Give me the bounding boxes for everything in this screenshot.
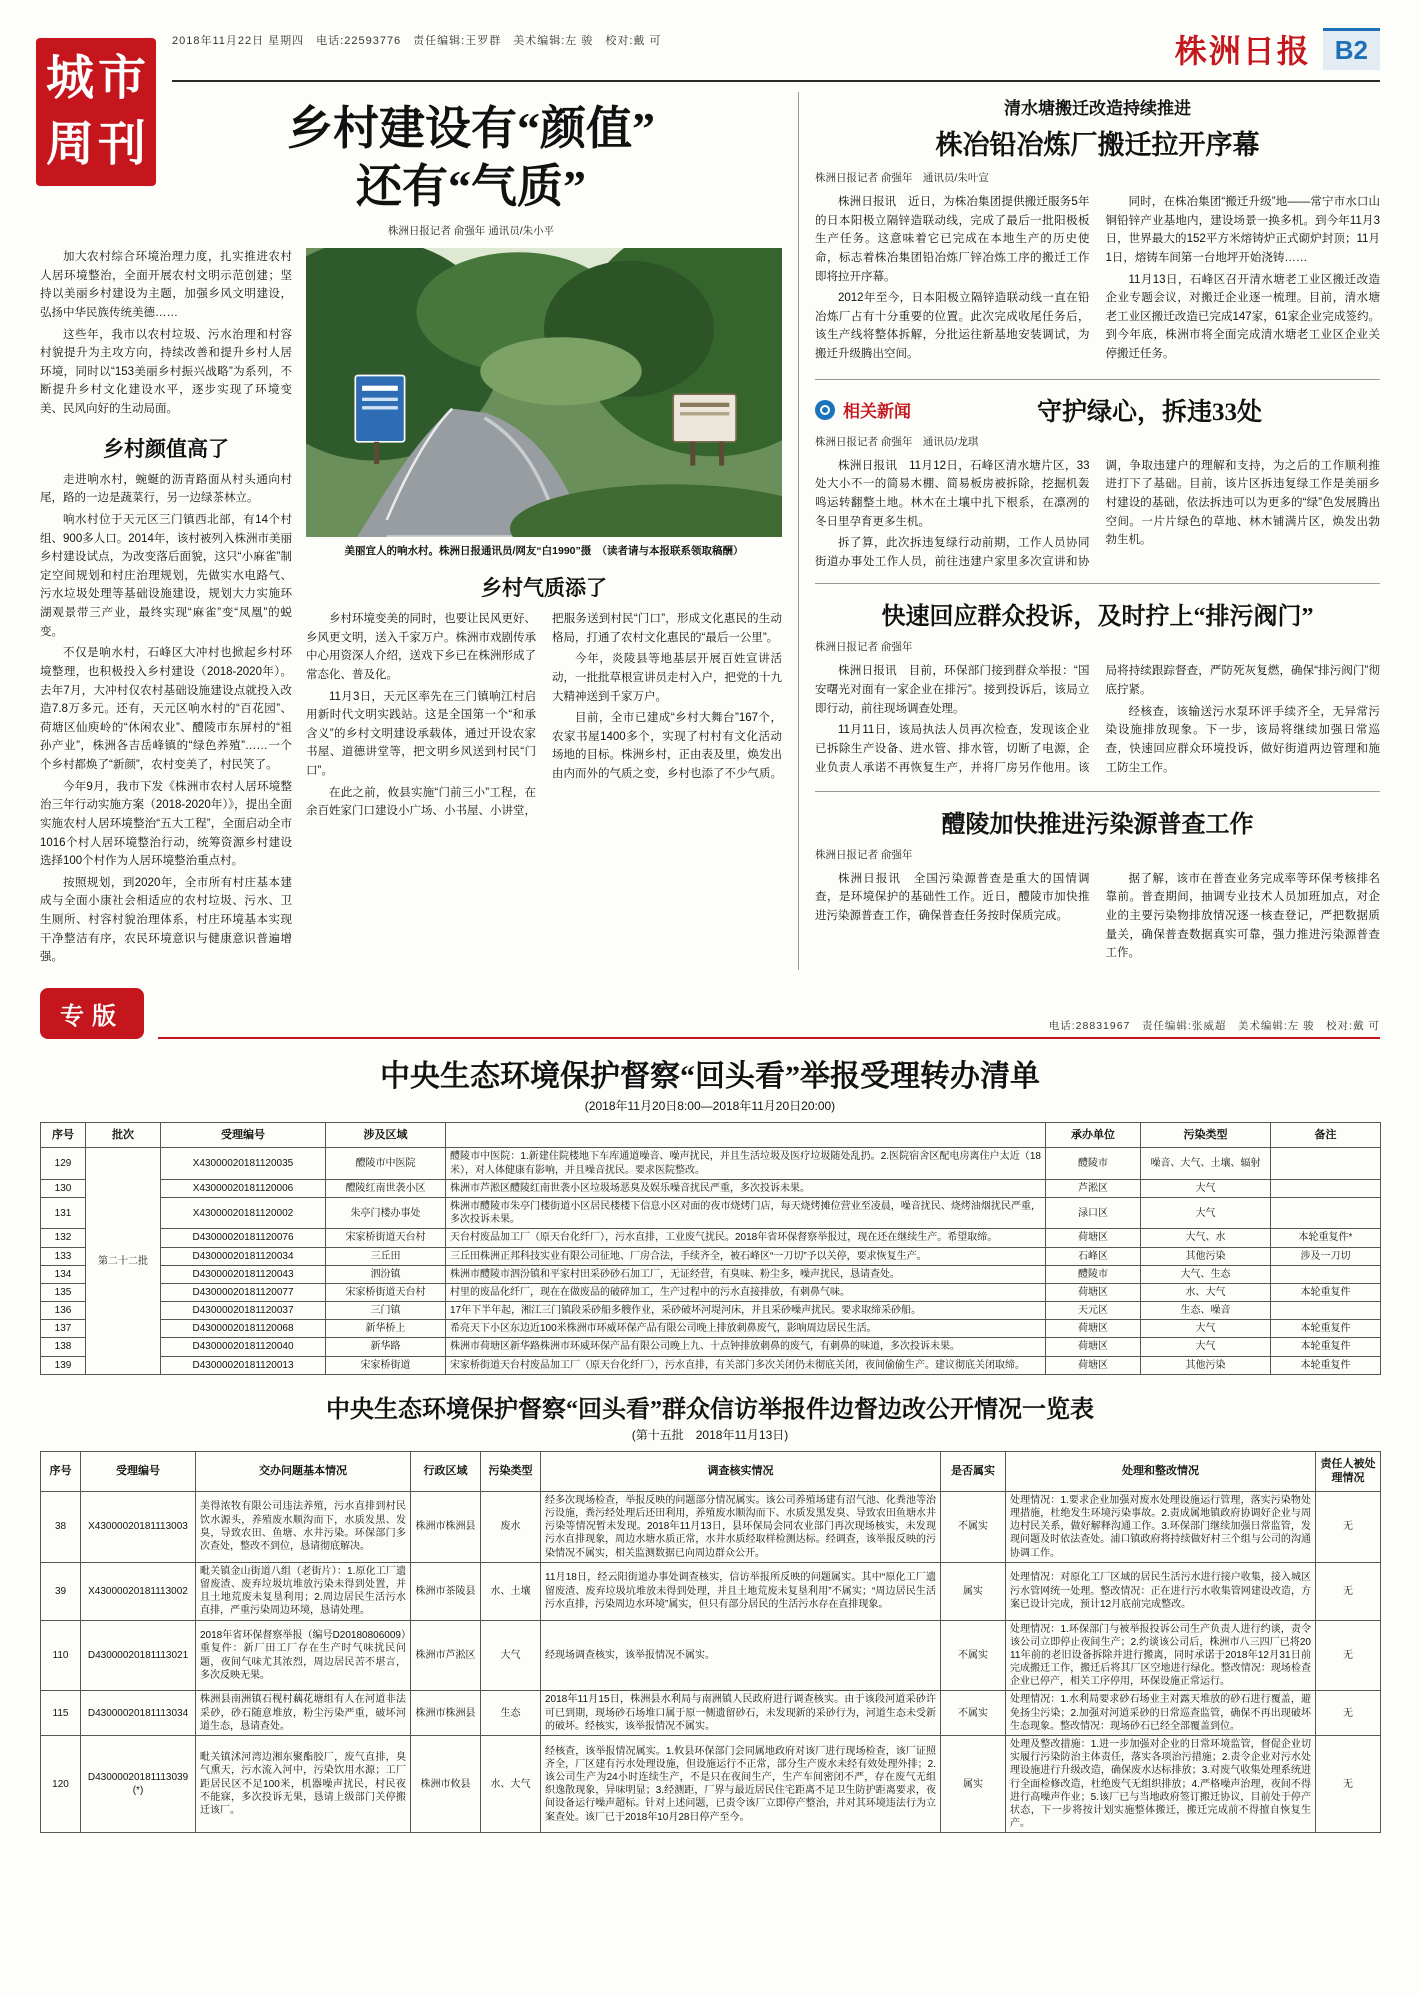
cell-content: 株洲市荷塘区新华路株洲市环威环保产品有限公司晚上九、十点钟排放刺鼻的废气，有刺鼻的味道，多次投诉未果。 <box>446 1338 1046 1356</box>
cell-pollution-type: 大气、生态 <box>1141 1265 1271 1283</box>
cell-case-id: D43000020181120068 <box>161 1320 326 1338</box>
table-row <box>41 1338 1381 1356</box>
column-header: 序号 <box>41 1451 81 1491</box>
table-row <box>41 1356 1381 1374</box>
cell-pollution-type: 大气 <box>481 1620 541 1691</box>
table1-title: 中央生态环境保护督察“回头看”举报受理转办清单 <box>380 1059 1040 1093</box>
cell-serial: 130 <box>41 1179 86 1197</box>
cell-responsible: 无 <box>1316 1736 1381 1833</box>
cell-unit: 荷塘区 <box>1046 1229 1141 1247</box>
body-paragraph: 株洲日报讯 目前，环保部门接到群众举报：“国安曙光对面有一家企业在排污”。接到投诉后，该局立即行动，前往现场调查处理。 <box>815 665 1090 715</box>
cell-note: 本轮重复件* <box>1271 1229 1381 1247</box>
article-byline: 株洲日报记者 俞强年 通讯员/龙琪 <box>815 435 979 448</box>
cell-note: 本轮重复件 <box>1271 1338 1381 1356</box>
secondary-articles <box>798 92 1380 970</box>
cell-area: 醴陵市中医院 <box>326 1148 446 1179</box>
related-news-label: 相关新闻 <box>843 402 911 422</box>
cell-case-id: D43000020181120040 <box>161 1338 326 1356</box>
cell-content: 宋家桥街道天台村废品加工厂（原天台化纤厂），污水直排，有关部门多次关闭仍未彻底关闭，夜间偷偷生产。建议彻底关闭取缔。 <box>446 1356 1046 1374</box>
cell-unit: 醴陵市 <box>1046 1148 1141 1179</box>
cell-responsible: 无 <box>1316 1562 1381 1620</box>
cell-serial: 120 <box>41 1736 81 1833</box>
cell-problem: 毗关镇沭河湾边湘东聚酯胶厂，废气直排，臭气熏天，污水流入河中，污染饮用水源；工厂距居民区不足100米，机器噪声扰民，村民夜不能寐，多次投诉无果，恳请上级部门关停搬迁该厂。 <box>196 1736 411 1833</box>
column-header: 处理和整改情况 <box>1006 1451 1316 1491</box>
cell-area: 新华桥上 <box>326 1320 446 1338</box>
main-headline-line2: 还有“气质” <box>356 160 586 212</box>
village-photo <box>306 248 782 537</box>
body-paragraph: 按照规划，到2020年，全市所有村庄基本建成与全面小康社会相适应的农村垃圾、污水、卫生厕所、村容村貌治理体系，村庄环境基本实现干净整洁有序，农民环境意识与健康意识普遍增强。 <box>40 876 292 964</box>
table-row <box>41 1620 1381 1691</box>
cell-problem: 2018年省环保督察举报（编号D20180806009）重复件：新厂田工厂存在生产时气味扰民问题，夜间气味尤其浓烈，周边居民苦不堪言，多次反映无果。 <box>196 1620 411 1691</box>
article-divider <box>815 379 1380 380</box>
body-paragraph: 株洲日报讯 全国污染源普查是重大的国情调查，是环境保护的基础性工作。近日，醴陵市加快推进污染源普查工作，确保普查任务按时保质完成。 <box>815 872 1090 922</box>
cell-responsible: 无 <box>1316 1620 1381 1691</box>
cell-serial: 115 <box>41 1691 81 1736</box>
cell-pollution-type: 生态、噪音 <box>1141 1302 1271 1320</box>
cell-content: 17年下半年起，湘江三门镇段采砂船多艘作业，采砂破坏河堤河床，并且采砂噪声扰民。要求取缔采砂船。 <box>446 1302 1046 1320</box>
table-header-row <box>41 1122 1381 1148</box>
cell-serial: 38 <box>41 1491 81 1562</box>
cell-investigation: 11月18日，经云阳街道办事处调查核实，信访举报所反映的问题属实。其中“原化工厂遗留废渣、废弃垃圾坑堆放未得到处理，并且土地荒废未复垦利用”不属实；“周边居民生活污水直排，污染周边水环境”属实，但只有部分居民的生活污水存在直排现象。 <box>541 1562 941 1620</box>
cell-pollution-type: 大气 <box>1141 1320 1271 1338</box>
masthead: 株洲日报 <box>1174 33 1311 69</box>
cell-region: 株洲市芦淞区 <box>411 1620 481 1691</box>
article-byline: 株洲日报记者 俞强年 <box>815 848 913 861</box>
cell-case-id: D43000020181120037 <box>161 1302 326 1320</box>
valve-article <box>815 596 1380 778</box>
body-paragraph: 11月13日，石峰区召开清水塘老工业区搬迁改造企业专题会议，对搬迁企业逐一梳理。目前，清水塘老工业区搬迁改造已完成147家，61家企业完成签约。到今年底，株洲市将全面完成清水塘老工业区企业关停搬迁任务。 <box>1105 273 1380 360</box>
cell-investigation: 2018年11月15日，株洲县水利局与南洲镇人民政府进行调查核实。由于该段河道采砂许可已到期，现场砂石场堆口属于原一侧遗留砂石，未发现新的采砂行为，河道生态未受新的破坏。经核实，该举报情况不属实。 <box>541 1691 941 1736</box>
column-header: 受理编号 <box>161 1122 326 1148</box>
cell-pollution-type: 其他污染 <box>1141 1247 1271 1265</box>
column-header: 行政区域 <box>411 1451 481 1491</box>
table-row <box>41 1179 1381 1197</box>
cell-area: 三门镇 <box>326 1302 446 1320</box>
cell-case-id: D43000020181120077 <box>161 1283 326 1301</box>
cell-action: 处理及整改措施：1.进一步加强对企业的日常环境监管，督促企业切实履行污染防治主体责任，落实各项治污措施；2.责令企业对污水处理设施进行升级改造，确保废水达标排放；3.对废气收集处理系统进行全面检修改造，杜绝废气无组织排放；4.严格噪声治理，夜间不得进行高噪声作业；5.该厂已与当地政府签订搬迁协议，目前处于停产状态，下一步将按计划实施整体搬迁，搬迁完成前不得擅自恢复生产。 <box>1006 1736 1316 1833</box>
cell-unit: 芦淞区 <box>1046 1179 1141 1197</box>
column-header: 是否属实 <box>941 1451 1006 1491</box>
column-header <box>446 1122 1046 1148</box>
cell-area: 朱亭门楼办事处 <box>326 1197 446 1228</box>
cell-region: 株洲市株洲县 <box>411 1491 481 1562</box>
table2-title: 中央生态环境保护督察“回头看”群众信访举报件边督边改公开情况一览表 <box>326 1396 1094 1423</box>
column-header: 调查核实情况 <box>541 1451 941 1491</box>
cell-action: 处理情况：1.环保部门与被举报投诉公司生产负责人进行约谈，责令该公司立即停止夜间生产；2.约谈该公司后，株洲市八三四厂已将2011年前的老旧设备拆除并进行搬离，同时承诺于2018年12月31日前完成搬迁工作，搬迁后将其厂区空地进行绿化。整改情况：现场检查企业已停产，相关工序停用，环保设施正常运行。 <box>1006 1620 1316 1691</box>
body-paragraph: 据了解，该市在普查业务完成率等环保考核排名靠前。普查期间，抽调专业技术人员加班加点，对企业的主要污染物排放情况逐一核查登记，严把数据质量关，确保普查数据真实可靠，强力推进污染源普查工作。 <box>1105 872 1380 960</box>
main-byline: 株洲日报记者 俞强年 通讯员/朱小平 <box>387 225 555 237</box>
table-row <box>41 1197 1381 1228</box>
cell-unit: 荷塘区 <box>1046 1320 1141 1338</box>
body-paragraph: 株洲日报讯 11月12日，石峰区清水塘片区，33处大小不一的简易木棚、简易板房被拆除，挖掘机轰鸣运转翻整土地。林木在土壤中扎下根系，在凛冽的冬日里孕育更多生机。 <box>815 459 1090 528</box>
cell-case-id: D43000020181120043 <box>161 1265 326 1283</box>
body-paragraph: 株洲日报讯 近日，为株冶集团提供搬迁服务5年的日本阳极立隔锌造联动线，完成了最后一批阳极板生产任务。这意味着它已完成在本地生产的历史使命，标志着株冶集团铅冶炼厂锌冶炼工序的搬迁工作即将拉开序幕。 <box>815 196 1090 283</box>
cell-content: 醴陵市中医院：1.新建住院楼地下车库通道噪音、噪声扰民，并且生活垃圾及医疗垃圾随处乱扔。2.医院宿舍区配电房离住户太近（18米），对人体健康有影响，并且噪音扰民。要求医院整改。 <box>446 1148 1046 1179</box>
cell-pollution-type: 大气 <box>1141 1338 1271 1356</box>
cell-verified: 属实 <box>941 1562 1006 1620</box>
cell-case-id: D43000020181120013 <box>161 1356 326 1374</box>
cell-note <box>1271 1197 1381 1228</box>
cell-unit: 荷塘区 <box>1046 1338 1141 1356</box>
article-body <box>815 193 1380 367</box>
cell-serial: 137 <box>41 1320 86 1338</box>
cell-note <box>1271 1179 1381 1197</box>
section2-paragraphs <box>306 610 782 821</box>
cell-pollution-type: 噪音、大气、土壤、辐射 <box>1141 1148 1271 1179</box>
cell-note <box>1271 1148 1381 1179</box>
cell-area: 醴陵红南世袭小区 <box>326 1179 446 1197</box>
table-row <box>41 1736 1381 1833</box>
cell-problem: 毗关镇金山街道八组（老街片）：1.原化工厂遗留废渣、废弃垃圾坑堆放污染未得到处置，并且土地荒废未复垦利用；2.周边居民生活污水直排，严重污染周边环境，恳请处理。 <box>196 1562 411 1620</box>
cell-note <box>1271 1265 1381 1283</box>
cell-investigation: 经多次现场检查，举报反映的问题部分情况属实。该公司养殖场建有沼气池、化粪池等治污设施，粪污经处理后还田利用，养殖废水顺沟而下、水质发黑发臭、导致农田鱼塘水井污染等情况暂未发现。2018年11月13日，县环保局会同农业部门再次现场核实，未发现污水直排现象，周边水塘水质正常，水井水质经取样检测达标。经调查，该举报反映的污染情况不属实，相关监测数据已向周边群众公开。 <box>541 1491 941 1562</box>
article-kicker: 清水塘搬迁改造持续推进 <box>1004 99 1191 118</box>
greenheart-article <box>815 392 1380 572</box>
column-header: 污染类型 <box>481 1451 541 1491</box>
column-header: 受理编号 <box>81 1451 196 1491</box>
cell-pollution-type: 生态 <box>481 1691 541 1736</box>
body-paragraph: 2012年至今，日本阳极立隔锌造联动线一直在铅冶炼厂占有十分重要的位置。此次完成收尾任务后，该生产线将整体拆解，分批运往新基地安装调试，为搬迁升级腾出空间。 <box>815 292 1090 360</box>
cell-area: 新华路 <box>326 1338 446 1356</box>
liling-article <box>815 804 1380 963</box>
column-header: 涉及区域 <box>326 1122 446 1148</box>
cell-area: 三丘田 <box>326 1247 446 1265</box>
special-section-band <box>40 988 1380 1039</box>
photo-caption: 美丽宜人的响水村。株洲日报通讯员/网友“白1990”摄 （读者请与本报联系领取稿酬） <box>344 545 744 557</box>
cell-note: 本轮重复件 <box>1271 1356 1381 1374</box>
cell-case-id: D43000020181120076 <box>161 1229 326 1247</box>
article-body <box>815 457 1380 572</box>
cell-area: 宋家桥街道天台村 <box>326 1283 446 1301</box>
body-paragraph: 拆了算，此次拆违复绿行动前期，工作人员协同街道办事处工作人员，前往违建户家里多次宣讲和协调，争取违建户的理解和支持，为之后的工作顺利推进打下了基础。目前，该片区拆违复绿工作是美丽乡村建设的基础，依法拆违可以为更多的“绿”色发展腾出空间。一片片绿色的草地、林木铺满片区，焕发出勃勃生机。 <box>815 459 1380 568</box>
column-header: 污染类型 <box>1141 1122 1271 1148</box>
column-header: 承办单位 <box>1046 1122 1141 1148</box>
cell-pollution-type: 大气 <box>1141 1179 1271 1197</box>
cell-problem: 美得浓牧有限公司违法养殖，污水直排到村民饮水源头，养殖废水顺沟而下，水质发黑、发臭，导致农田、鱼塘、水井污染。环保部门多次查处，整改不到位，恳请彻底解决。 <box>196 1491 411 1562</box>
body-paragraph: 乡村环境变美的同时，也要让民风更好、乡风更文明，送入千家万户。株洲市戏剧传承中心用资深人介绍，送戏下乡已在株洲形成了常态化、普及化。 <box>306 613 536 681</box>
article-body <box>815 870 1380 963</box>
special-badge: 专版 <box>40 988 144 1039</box>
article-byline: 株洲日报记者 俞强年 <box>815 641 913 654</box>
cell-case-id: X43000020181120006 <box>161 1179 326 1197</box>
table2-body <box>41 1491 1381 1833</box>
article-headline: 守护绿心，拆违33处 <box>1036 398 1262 426</box>
logo-char: 市 <box>97 52 146 105</box>
article-headline: 快速回应群众投诉，及时拧上“排污阀门” <box>881 604 1314 631</box>
article-byline: 株洲日报记者 俞强年 通讯员/朱叶宣 <box>815 172 989 184</box>
table-row <box>41 1302 1381 1320</box>
section-title-appearance: 乡村颜值高了 <box>103 436 229 461</box>
cell-content: 希亮天下小区东边近100米株洲市环威环保产品有限公司晚上排放刺鼻废气，影响周边居民生活。 <box>446 1320 1046 1338</box>
cell-pollution-type: 废水 <box>481 1491 541 1562</box>
cell-region: 株洲市攸县 <box>411 1736 481 1833</box>
table-row <box>41 1491 1381 1562</box>
body-paragraph: 加大农村综合环境治理力度，扎实推进农村人居环境整治，全面开展农村文明示范创建；坚持以美丽乡村建设为主题，加强乡风文明建设，弘扬中华民族传统美德…… <box>40 251 292 319</box>
cell-case-id: X43000020181113003 <box>81 1491 196 1562</box>
body-paragraph: 不仅是响水村，石峰区大冲村也掀起乡村环境整理，也积极投入乡村建设（2018-2020年）。去年7月，大冲村仅农村基础设施建设点就投入改造7.8万多元。还有，天元区响水村的“百花园”、荷塘区仙庾岭的“休闲农业”、醴陵市东屏村的“祖孙产业”，株洲各吉岳峰镇的“绿色养殖”……一个个乡村都焕了“新颜”，农村变美了，村民笑了。 <box>40 647 292 771</box>
body-paragraph: 响水村位于天元区三门镇西北部，有14个村组、900多人口。2014年，该村被列入株洲市美丽乡村建设试点，为改变落后面貌，这只“小麻雀”制定空间规划和村庄治理规划，先做实水电路气、污水垃圾处理等基础设施建设，规划大力实施环湖观景带三产业，最终实现“麻雀”变“凤凰”的蜕变。 <box>40 513 292 638</box>
cell-pollution-type: 大气、水 <box>1141 1229 1271 1247</box>
edition-info-line: 2018年11月22日 星期四 电话:22593776 责任编辑:王罗群 美术编辑:左 骏 校对:戴 可 <box>172 35 662 47</box>
body-paragraph: 今年9月，我市下发《株洲市农村人居环境整治三年行动实施方案（2018-2020年）》，提出全面实施农村人居环境整治“五大工程”，全面启动全市1016个村人居环境整治行动，统筹资源乡村建设选择100个村作为人居环境整治重点村。 <box>40 780 292 868</box>
cell-serial: 139 <box>41 1356 86 1374</box>
cell-action: 处理情况：对原化工厂区域的居民生活污水进行接户收集，接入城区污水管网统一处理。整改情况：正在进行污水收集管网建设改造，方案已设计完成，预计12月底前完成整改。 <box>1006 1562 1316 1620</box>
cell-case-id: D43000020181113034 <box>81 1691 196 1736</box>
cell-note <box>1271 1302 1381 1320</box>
cell-investigation: 经核查，该举报情况属实。1.攸县环保部门会同属地政府对该厂进行现场检查，该厂证照齐全，厂区建有污水处理设施，但设施运行不正常，部分生产废水未经有效处理外排；2.该公司生产为24小时连续生产，不是只在夜间生产，生产车间密闭不严，存在废气无组织逸散现象，异味明显；3.经测距，厂界与最近居民住宅距离不足卫生防护距离要求，夜间设备运行噪声超标。针对上述问题，已责令该厂立即停产整治，并对其环境违法行为立案查处。该厂已于2018年10月28日停产至今。 <box>541 1736 941 1833</box>
cell-content: 株洲市醴陵市朱亭门楼街道小区居民楼楼下信息小区对面的夜市烧烤门店，每天烧烤摊位营业至凌晨，噪音扰民、烧烤油烟扰民严重，多次投诉未果。 <box>446 1197 1046 1228</box>
cell-serial: 134 <box>41 1265 86 1283</box>
cell-verified: 不属实 <box>941 1491 1006 1562</box>
cell-serial: 133 <box>41 1247 86 1265</box>
cell-serial: 136 <box>41 1302 86 1320</box>
special-info-line: 电话:28831967 责任编辑:张威超 美术编辑:左 骏 校对:戴 可 <box>1048 1019 1380 1032</box>
cell-area: 泗汾镇 <box>326 1265 446 1283</box>
edition-badge: B2 <box>1323 28 1380 70</box>
cell-verified: 不属实 <box>941 1620 1006 1691</box>
cell-action: 处理情况：1.水利局要求砂石场业主对露天堆放的砂石进行覆盖，避免扬尘污染；2.加强对河道采砂的日常巡查监管，确保不再出现破坏生态现象。整改情况：现场砂石已经全部覆盖到位。 <box>1006 1691 1316 1736</box>
cell-pollution-type: 水、大气 <box>1141 1283 1271 1301</box>
cell-unit: 石峰区 <box>1046 1247 1141 1265</box>
cell-note: 本轮重复件 <box>1271 1283 1381 1301</box>
body-paragraph: 今年，炎陵县等地基层开展百姓宣讲活动，一批批草根宣讲员走村入户，把党的十九大精神送到千家万户。 <box>552 653 782 703</box>
related-news-icon <box>815 400 835 420</box>
article-body <box>815 662 1380 778</box>
table-row <box>41 1691 1381 1736</box>
special-rule <box>158 1018 1380 1039</box>
main-headline <box>160 100 782 215</box>
article-headline: 株冶铅冶炼厂搬迁拉开序幕 <box>935 130 1260 160</box>
cell-serial: 138 <box>41 1338 86 1356</box>
cell-action: 处理情况：1.要求企业加强对废水处理设施运行管理，落实污染物处理措施，杜绝发生环境污染事故。2.责成属地镇政府协调好企业与周边村民关系，做好解释沟通工作。3.环保部门继续加强日常监管，发现问题及时依法查处。浦口镇政府将持续做好村三个组与公司的沟通协调工作。 <box>1006 1491 1316 1562</box>
cell-content: 三丘田株洲正邦科技实业有限公司征地、厂房合法，手续齐全，被石峰区“一刀切”予以关停，要求恢复生产。 <box>446 1247 1046 1265</box>
article-headline: 醴陵加快推进污染源普查工作 <box>941 811 1254 838</box>
cell-unit: 荷塘区 <box>1046 1356 1141 1374</box>
cell-case-id: D43000020181120034 <box>161 1247 326 1265</box>
body-paragraph: 走进响水村，蜿蜒的沥青路面从村头通向村尾，路的一边是蔬菜行，另一边绿茶林立。 <box>40 473 292 505</box>
cell-pollution-type: 其他污染 <box>1141 1356 1271 1374</box>
cell-serial: 135 <box>41 1283 86 1301</box>
article-divider <box>815 583 1380 584</box>
table-row <box>41 1229 1381 1247</box>
table-row <box>41 1320 1381 1338</box>
table-header-row <box>41 1451 1381 1491</box>
body-paragraph: 同时，在株冶集团“搬迁升级”地——常宁市水口山铜铅锌产业基地内，建设场景一换多机。到今年11月3日，世界最大的152平方米熔铸炉正式砌炉封顶；11月1日，熔铸车间第一台地坪开始浇铸…… <box>1105 196 1380 264</box>
table-row <box>41 1283 1381 1301</box>
table2-subtitle: (第十五批 2018年11月13日) <box>631 1427 789 1442</box>
cell-unit: 荷塘区 <box>1046 1283 1141 1301</box>
cell-region: 株洲市株洲县 <box>411 1691 481 1736</box>
body-paragraph: 经核查，该输送污水泵环评手续齐全，无异常污染设施排放现象。下一步，该局将继续加强日常巡查，快速回应群众环境投诉，做好街道两边管理和施工防尘工作。 <box>1105 705 1380 774</box>
column-header: 序号 <box>41 1122 86 1148</box>
cell-note: 本轮重复件 <box>1271 1320 1381 1338</box>
cell-content: 株洲市醴陵市泗汾镇和平家村田采砂砂石加工厂，无证经营，有臭味、粉尘多，噪声扰民，恳请查处。 <box>446 1265 1046 1283</box>
body-paragraph: 在此之前，攸县实施“门前三小”工程，在余百姓家门口建设小广场、小书屋、小讲堂，把服务送到村民“门口”，形成文化惠民的生动格局，打通了农村文化惠民的“最后一公里”。 <box>306 613 782 818</box>
page-header <box>172 26 1380 82</box>
cell-responsible: 无 <box>1316 1491 1381 1562</box>
cell-unit: 醴陵市 <box>1046 1265 1141 1283</box>
article-divider <box>815 791 1380 792</box>
feature-left-column <box>40 248 292 970</box>
column-header: 责任人被处理情况 <box>1316 1451 1381 1491</box>
cell-batch: 第二十二批 <box>86 1148 161 1374</box>
body-paragraph: 目前，全市已建成“乡村大舞台”167个，农家书屋1400多个，实现了村村有文化活动场地的目标。株洲乡村，正由表及里，焕发出由内而外的气质之变，乡村也添了不少气质。 <box>552 712 782 780</box>
cell-investigation: 经现场调查核实，该举报情况不属实。 <box>541 1620 941 1691</box>
cell-case-id: X43000020181120035 <box>161 1148 326 1179</box>
cell-area: 宋家桥街道天台村 <box>326 1229 446 1247</box>
cell-case-id: X43000020181120002 <box>161 1197 326 1228</box>
feature-article <box>40 92 798 970</box>
cell-problem: 株洲县南洲镇石枧村藕花塘组有人在河道非法采砂，砂石随意堆放，粉尘污染严重，破坏河道生态，恳请查处。 <box>196 1691 411 1736</box>
body-paragraph: 11月11日，该局执法人员再次检查，发现该企业已拆除生产设备、进水管、排水管，切断了电源，企业负责人承诺不再恢复生产，并将厂房另作他用。该局将持续跟踪督查，严防死灰复燃，确保“排污阀门”彻底拧紧。 <box>815 665 1380 774</box>
section1-paragraphs <box>40 471 292 967</box>
body-paragraph: 这些年，我市以农村垃圾、污水治理和村容村貌提升为主攻方向，持续改善和提升乡村人居环境，同时以“153美丽乡村振兴战略”为系列，不断提升乡村文化建设水平，逐步实现了环境变美、民风向好的生动局面。 <box>40 328 292 415</box>
cell-pollution-type: 水、土壤 <box>481 1562 541 1620</box>
cell-content: 村里的废品化纤厂，现在在做废品的破碎加工，生产过程中的污水直接排放，有刺鼻气味。 <box>446 1283 1046 1301</box>
rectification-table <box>40 1451 1381 1834</box>
cell-unit: 渌口区 <box>1046 1197 1141 1228</box>
cell-pollution-type: 大气 <box>1141 1197 1271 1228</box>
cell-content: 天台村废品加工厂（原天台化纤厂），污水直排，工业废气扰民。2018年省环保督察举报过，现在还在继续生产。希望取缔。 <box>446 1229 1046 1247</box>
feature-right-column <box>306 248 782 970</box>
table-row <box>41 1562 1381 1620</box>
cell-region: 株洲市茶陵县 <box>411 1562 481 1620</box>
table1-head <box>41 1122 1381 1148</box>
cell-serial: 131 <box>41 1197 86 1228</box>
main-band <box>40 92 1380 970</box>
table2-head <box>41 1451 1381 1491</box>
main-headline-line1: 乡村建设有“颜值” <box>287 103 655 154</box>
cell-serial: 129 <box>41 1148 86 1179</box>
logo-char: 刊 <box>97 118 146 171</box>
cell-area: 宋家桥街道 <box>326 1356 446 1374</box>
cell-verified: 属实 <box>941 1736 1006 1833</box>
cell-case-id: X43000020181113002 <box>81 1562 196 1620</box>
intro-paragraphs <box>40 248 292 419</box>
table-row <box>41 1148 1381 1179</box>
body-paragraph: 11月3日，天元区率先在三门镇响江村启用新时代文明实践站。这是全国第一个“和承含义”的乡村文明建设承载体，通过开设农家书屋、道德讲堂等，把文明乡风送到村民“门口”。 <box>306 690 536 777</box>
report-transfer-table <box>40 1122 1381 1375</box>
section-title-temperament: 乡村气质添了 <box>481 576 607 600</box>
table-row <box>41 1247 1381 1265</box>
cell-verified: 不属实 <box>941 1691 1006 1736</box>
table1-subtitle: (2018年11月20日8:00—2018年11月20日20:00) <box>584 1098 836 1113</box>
cell-note: 涉及一刀切 <box>1271 1247 1381 1265</box>
related-news-header <box>815 392 1380 428</box>
smelter-article <box>815 94 1380 367</box>
column-header: 批次 <box>86 1122 161 1148</box>
feature-body <box>40 248 782 970</box>
cell-serial: 132 <box>41 1229 86 1247</box>
table1-body <box>41 1148 1381 1374</box>
cell-serial: 110 <box>41 1620 81 1691</box>
cell-case-id: D43000020181113021 <box>81 1620 196 1691</box>
column-header: 备注 <box>1271 1122 1381 1148</box>
city-weekly-logo <box>36 38 156 186</box>
cell-content: 株洲市芦淞区醴陵红南世袭小区垃圾场恶臭及娱乐噪音扰民严重，多次投诉未果。 <box>446 1179 1046 1197</box>
logo-char: 城 <box>45 52 94 105</box>
cell-responsible: 无 <box>1316 1691 1381 1736</box>
cell-unit: 天元区 <box>1046 1302 1141 1320</box>
cell-case-id: D43000020181113039(*) <box>81 1736 196 1833</box>
cell-pollution-type: 水、大气 <box>481 1736 541 1833</box>
column-header: 交办问题基本情况 <box>196 1451 411 1491</box>
logo-char: 周 <box>45 118 94 171</box>
cell-serial: 39 <box>41 1562 81 1620</box>
table-row <box>41 1265 1381 1283</box>
masthead-group <box>1175 26 1380 72</box>
